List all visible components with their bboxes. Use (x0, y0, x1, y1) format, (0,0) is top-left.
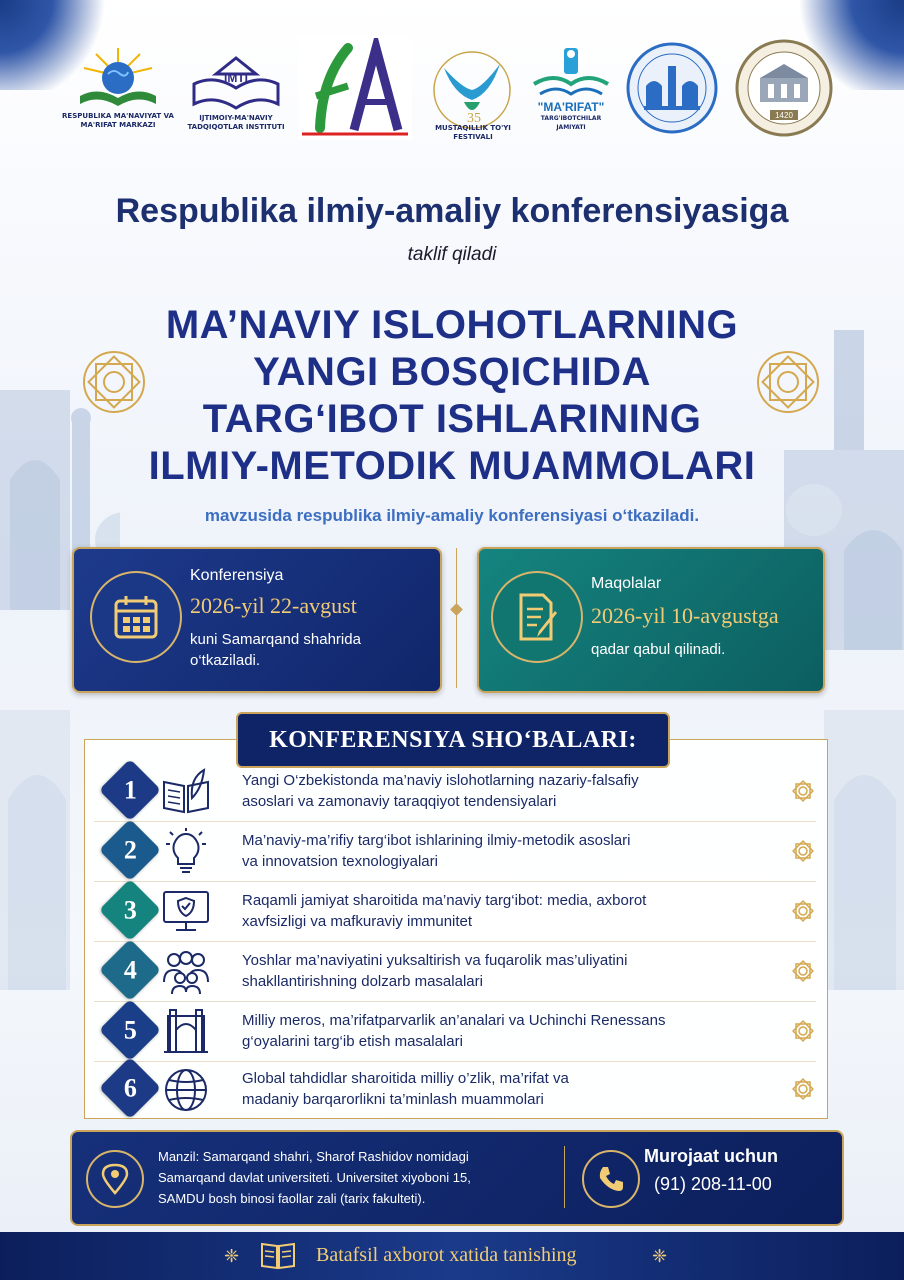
branch-line: Milliy meros, ma’rifatparvarlik an’analari va Uchinchi Renessans (242, 1012, 666, 1029)
branch-line: madaniy barqarorlikni ta’minlash muammolari (242, 1091, 544, 1108)
footer-more-info: Batafsil axborot xatida tanishing (316, 1244, 577, 1266)
page-heading: Respublika ilmiy-amaliy konferensiyasiga (115, 192, 789, 230)
articles-deadline: 2026-yil 10-avgustga (591, 603, 779, 628)
branch-row (84, 822, 826, 882)
book-quill-icon (160, 768, 212, 816)
calendar-icon-frame (90, 571, 182, 663)
title-line: YANGI BOSQICHIDA (253, 350, 651, 394)
branch-line: Yangi O‘zbekistonda ma’naviy islohotlarning nazariy-falsafiy (242, 772, 639, 789)
logo-caption: TARG'IBOTCHILAR JAMIYATI (540, 115, 602, 131)
title-line: ILMIY-METODIK MUAMMOLARI (148, 444, 756, 488)
festival-badge: 35 (467, 111, 481, 126)
bird-35-icon (424, 38, 520, 138)
imti-logo (186, 36, 286, 140)
cards-divider-diamond (450, 603, 463, 616)
address-line: Samarqand davlat universiteti. Universitet xiyoboni 15, (158, 1170, 471, 1185)
branch-text (242, 1068, 772, 1110)
fa-logo (298, 36, 412, 140)
branches-title: KONFERENSIYA SHO‘BALARI: (236, 712, 670, 768)
branch-number-badge: 1 (99, 759, 161, 821)
branch-text (242, 1010, 772, 1052)
branch-text (242, 830, 772, 872)
partner-logos (62, 36, 842, 142)
contact-phone[interactable]: (91) 208-11-00 (654, 1174, 772, 1194)
conference-note (190, 629, 361, 671)
marifat-name: "MA'RIFAT" (537, 100, 605, 114)
ornament-icon: ❈ (224, 1246, 240, 1267)
monitor-shield-icon (160, 888, 212, 936)
small-rosette-icon (790, 1018, 816, 1044)
imti-book-icon (188, 44, 284, 114)
branch-text (242, 770, 772, 812)
monument-icon (160, 1008, 212, 1056)
imti-abbr: IMTI (224, 71, 248, 85)
festival-logo (424, 36, 520, 140)
branch-row (84, 1002, 826, 1062)
branch-number-badge: 3 (99, 879, 161, 941)
location-icon-frame (86, 1150, 144, 1208)
branch-number-badge: 4 (99, 939, 161, 1001)
small-rosette-icon (790, 1076, 816, 1102)
people-icon (160, 948, 212, 996)
title-line: TARG‘IBOT ISHLARINING (202, 397, 702, 441)
samarkand-emblem-logo (624, 36, 720, 140)
conference-date: 2026-yil 22-avgust (190, 593, 357, 618)
conference-date-card (72, 547, 442, 693)
logo-caption: IJTIMOIY-MA'NAVIY TADQIQOTLAR INSTITUTI (187, 114, 285, 131)
title-line: MA’NAVIY ISLOHOTLARNING (165, 303, 739, 347)
branch-row (84, 762, 826, 822)
address-line: Manzil: Samarqand shahri, Sharof Rashidov nomidagi (158, 1149, 469, 1164)
address-text (158, 1146, 554, 1209)
document-icon-frame (491, 571, 583, 663)
small-rosette-icon (790, 838, 816, 864)
branch-line: g‘oyalarini targ‘ib etish masalalari (242, 1033, 463, 1050)
small-rosette-icon (790, 778, 816, 804)
document-pen-icon (511, 591, 563, 643)
branch-line: asoslari va zamonaviy taraqqiyot tendensiyalari (242, 793, 557, 810)
contact-footer (70, 1130, 844, 1226)
globe-icon (160, 1066, 212, 1114)
invite-text: taklif qiladi (407, 244, 497, 265)
ornament-icon: ❈ (652, 1246, 668, 1267)
logo-caption: MUSTAQILLIK TO'YI FESTIVALI (435, 124, 511, 141)
branch-number-badge: 2 (99, 819, 161, 881)
phone-icon (596, 1164, 626, 1194)
branch-row (84, 942, 826, 1002)
marifat-icon (528, 44, 614, 100)
branch-line: Yoshlar ma’naviyatini yuksaltirish va fuqarolik mas’uliyatini (242, 952, 628, 969)
branch-line: Ma’naviy-ma’rifiy targ‘ibot ishlarining ilmiy-metodik asoslari (242, 832, 631, 849)
logo-caption: RESPUBLIKA MA'NAVIYAT VA MA'RIFAT MARKAZI (62, 112, 174, 129)
samdu-badge: 1420 (775, 111, 793, 120)
samdu-icon (734, 38, 834, 138)
address-line: SAMDU bosh binosi faollar zali (tarix fakulteti). (158, 1191, 426, 1206)
branch-text (242, 950, 772, 992)
manaviyat-markazi-logo (62, 36, 174, 140)
branch-number-badge: 5 (99, 999, 161, 1061)
small-rosette-icon (790, 898, 816, 924)
marifat-logo (526, 36, 616, 140)
branch-line: xavfsizligi va mafkuraviy immunitet (242, 913, 473, 930)
samdu-logo (732, 36, 836, 140)
contact-title: Murojaat uchun (644, 1146, 778, 1166)
branch-line: va innovatsion texnologiyalari (242, 853, 438, 870)
branch-row (84, 1060, 826, 1120)
branch-line: Raqamli jamiyat sharoitida ma’naviy targ‘ibot: media, axborot (242, 892, 647, 909)
conference-note-line: o‘tkaziladi. (190, 652, 261, 669)
phone-icon-frame (582, 1150, 640, 1208)
small-rosette-icon (790, 958, 816, 984)
articles-label: Maqolalar (591, 575, 662, 592)
branch-text (242, 890, 772, 932)
conference-title (120, 302, 784, 490)
branch-line: Global tahdidlar sharoitida milliy o’zlik, ma’rifat va (242, 1070, 569, 1087)
open-book-icon (260, 1240, 296, 1270)
location-pin-icon (101, 1163, 129, 1195)
globe-book-icon (68, 46, 168, 112)
branch-number-badge: 6 (99, 1057, 161, 1119)
branch-line: shakllantirishning dolzarb masalalari (242, 973, 483, 990)
branch-row (84, 882, 826, 942)
footer-divider (564, 1146, 565, 1208)
articles-note: qadar qabul qilinadi. (591, 641, 726, 658)
conference-note-line: kuni Samarqand shahrida (190, 631, 361, 648)
articles-deadline-card (477, 547, 825, 693)
subtitle: mavzusida respublika ilmiy-amaliy konferensiyasi o‘tkaziladi. (204, 506, 700, 525)
emblem-icon (624, 40, 720, 136)
calendar-icon (110, 591, 162, 643)
cards-divider (456, 548, 457, 688)
fa-mark (300, 38, 410, 138)
lightbulb-icon (160, 828, 212, 876)
conference-label: Konferensiya (190, 567, 284, 584)
